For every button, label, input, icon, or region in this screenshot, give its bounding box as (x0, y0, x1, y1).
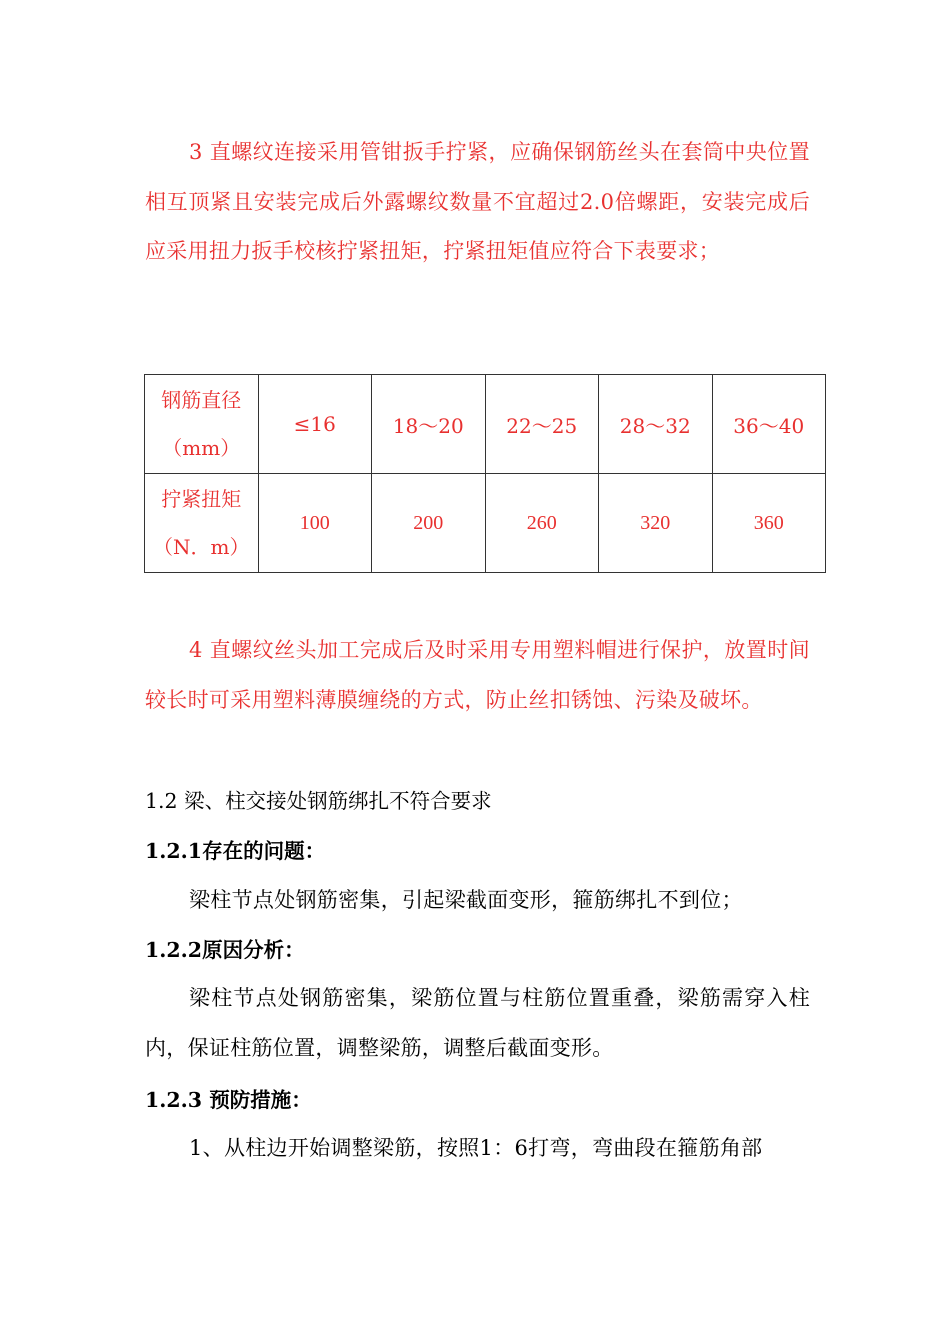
diameter-cell: 36～40 (712, 375, 826, 474)
table-row-torque (145, 474, 826, 573)
measure-1-paragraph: 1、从柱边开始调整梁筋，按照1：6打弯，弯曲段在箍筋角部 (189, 1136, 763, 1160)
diameter-label: 钢筋直径 (161, 388, 242, 412)
torque-label: 拧紧扭矩 (161, 487, 242, 511)
table-row-diameter (145, 375, 826, 474)
torque-label-cell (145, 474, 259, 573)
torque-cell: 360 (712, 474, 826, 573)
torque-cell: 200 (372, 474, 486, 573)
diameter-cell: 18～20 (372, 375, 486, 474)
diameter-cell: 22～25 (485, 375, 599, 474)
diameter-label-cell (145, 375, 259, 474)
section-4-paragraph: 4 直螺纹丝头加工完成后及时采用专用塑料帽进行保护，放置时间较长时可采用塑料薄膜缠绕的方式，防止丝扣锈蚀、污染及破坏。 (145, 638, 810, 712)
cause-paragraph: 梁柱节点处钢筋密集，梁筋位置与柱筋位置重叠，梁筋需穿入柱内，保证柱筋位置，调整梁筋，调整后截面变形。 (145, 986, 810, 1060)
diameter-cell: ≤16 (258, 375, 372, 474)
problem-paragraph: 梁柱节点处钢筋密集，引起梁截面变形，箍筋绑扎不到位； (189, 888, 743, 912)
torque-unit: （N．m） (153, 535, 250, 559)
torque-cell: 320 (599, 474, 713, 573)
section-3-paragraph: 3 直螺纹连接采用管钳扳手拧紧，应确保钢筋丝头在套筒中央位置相互顶紧且安装完成后外露螺纹数量不宜超过2.0倍螺距，安装完成后应采用扭力扳手校核拧紧扭矩，拧紧扭矩值应符合下表要求； (145, 140, 810, 263)
heading-1-2-2: 1.2.2原因分析： (145, 938, 305, 962)
torque-table (144, 374, 826, 573)
diameter-cell: 28～32 (599, 375, 713, 474)
torque-cell: 100 (258, 474, 372, 573)
torque-cell: 260 (485, 474, 599, 573)
heading-1-2: 1.2 梁、柱交接处钢筋绑扎不符合要求 (145, 789, 492, 813)
heading-1-2-1: 1.2.1存在的问题： (145, 839, 326, 863)
diameter-unit: （mm） (162, 436, 241, 460)
heading-1-2-3: 1.2.3 预防措施： (145, 1088, 312, 1112)
